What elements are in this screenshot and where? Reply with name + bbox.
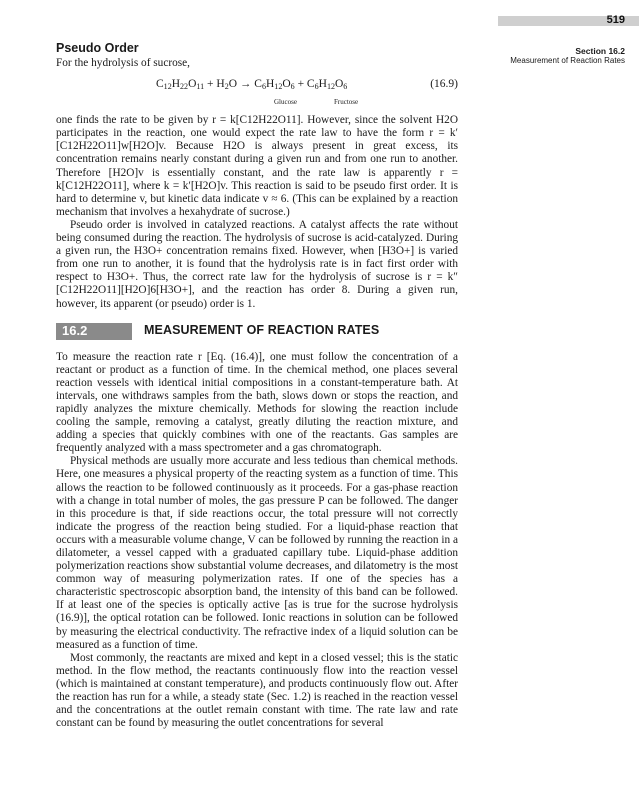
- pseudo-order-paragraph-1: one finds the rate to be given by r = k[C12H22O11]. However, since the solvent H2O participates in the reaction, one would expect the rate law to have the form r = k′[C12H22O11]w[H2O]v. Because H2O is always present in great excess, its concentration remains nearly constant during a given run and from one run to another. Therefore [H2O]v is essentially constant, and the rate law is apparently r = k[C12H22O11], where k = k′[H2O]v. This reaction is said to be pseudo first order. It is hard to determine v, but kinetic data indicate v ≈ 6. (This can be explained by a reaction mechanism that involves a hexahydrate of sucrose.): [56, 114, 458, 218]
- section-title: MEASUREMENT OF REACTION RATES: [144, 322, 380, 337]
- running-head: [510, 46, 625, 66]
- page-number: 519: [606, 14, 625, 26]
- page-body: [56, 42, 458, 730]
- section-paragraph-2: Physical methods are usually more accurate and less tedious than chemical methods. Here, one measures a physical property of the reacting system as a function of time. This allows the reaction to be followed continuously as it proceeds. For a gas-phase reaction with a change in total number of moles, the gas pressure P can be followed. The danger in this procedure is that, if side reactions occur, the total pressure will not correctly indicate the progress of the reaction being studied. For a liquid-phase reaction that occurs with a measurable volume change, V can be followed by running the reaction in a dilatometer, a vessel capped with a graduated capillary tube. Liquid-phase addition polymerization reactions show substantial volume decreases, and dilatometry is the most common way of measuring polymerization rates. If one of the species has a characteristic spectroscopic absorption band, the intensity of this band can be followed. If at least one of the species is optically active [as is true for the sucrose hydrolysis (16.9)], the optical rotation can be followed. Ionic reactions in solution can be followed by measuring the electrical conductivity. The refractive index of a liquid solution can be measured as a function of time.: [56, 455, 458, 651]
- pseudo-order-paragraph-2: Pseudo order is involved in catalyzed reactions. A catalyst affects the rate without being consumed during the reaction. The hydrolysis of sucrose is acid-catalyzed. During a given run, the H3O+ concentration remains fixed. However, when [H3O+] is varied from one run to another, it is found that the hydrolysis rate is in fact first order with respect to H3O+. Thus, the correct rate law for the hydrolysis of sucrose is r = k″[C12H22O11][H2O]6[H3O+], and the reaction has order 8. During a given run, however, its apparent (or pseudo) order is 1.: [56, 218, 458, 310]
- running-head-title: Measurement of Reaction Rates: [510, 56, 625, 65]
- equation-16-9: [56, 78, 458, 108]
- subsection-heading: Pseudo Order: [56, 41, 139, 55]
- running-head-section: Section 16.2: [575, 46, 625, 56]
- section-paragraph-3: Most commonly, the reactants are mixed and kept in a closed vessel; this is the static method. In the flow method, the reactants continuously flow into the reaction vessel (which is maintained at constant temperature), and products continuously flow out. After the reaction has run for a while, a steady state (Sec. 1.2) is reached in the reaction vessel and the concentrations at the outlet remain constant with time. The rate law and rate constant can be found by measuring the outlet concentrations for several: [56, 651, 458, 730]
- glucose-label: Glucose: [274, 98, 297, 107]
- section-number: 16.2: [62, 322, 88, 338]
- section-paragraph-1: To measure the reaction rate r [Eq. (16.4)], one must follow the concentration of a reactant or product as a function of time. In the chemical method, one places several reaction vessels with identical initial compositions in a constant-temperature bath. At intervals, one withdraws samples from the bath, slows down or stops the reaction, and rapidly analyzes the mixture chemically. Methods for slowing the reaction include cooling the sample, removing a catalyst, greatly diluting the reaction mixture, and adding a species that quickly combines with one of the reactants. Gas samples are frequently analyzed with a mass spectrometer and a gas chromatograph.: [56, 350, 458, 455]
- equation-number: (16.9): [430, 78, 458, 91]
- fructose-label: Fructose: [334, 98, 359, 107]
- intro-text: For the hydrolysis of sucrose,: [56, 57, 190, 70]
- equation-body: [156, 78, 347, 91]
- section-heading: [56, 322, 458, 342]
- equation-rendered: $C_{12}H_{22}O_{11} + H_2O \to C_6H_{12}O_6 + C_6H_{12}O_6$: [156, 78, 348, 92]
